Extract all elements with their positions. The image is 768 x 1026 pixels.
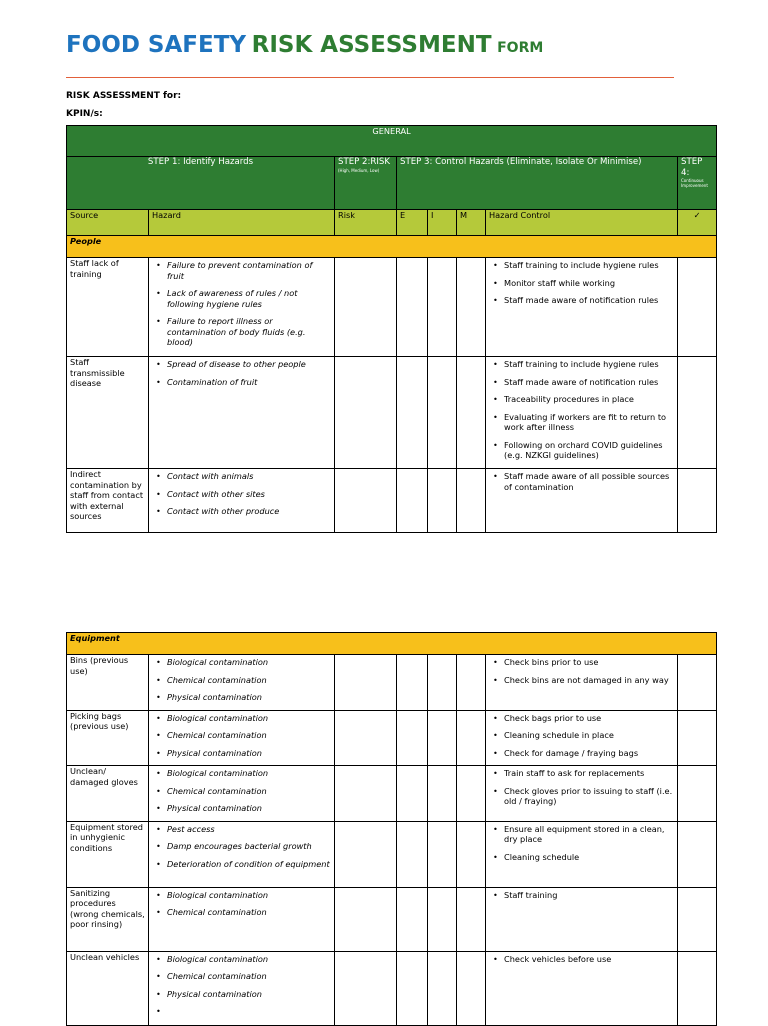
source-cell: Staff lack of training: [67, 258, 149, 357]
col-hazard-control: Hazard Control: [486, 210, 678, 236]
e-cell[interactable]: [397, 821, 428, 887]
hazard-item: • Biological contamination: [152, 768, 331, 779]
hazard-item: • Chemical contamination: [152, 971, 331, 982]
risk-assessment-for-label: RISK ASSESSMENT for:: [66, 91, 182, 101]
hazard-item: • Biological contamination: [152, 890, 331, 901]
table-row: [67, 655, 717, 711]
risk-cell[interactable]: [335, 258, 397, 357]
control-cell: [486, 766, 678, 822]
step2-label: STEP 2:RISK: [338, 157, 391, 167]
e-cell[interactable]: [397, 951, 428, 1025]
source-cell: Equipment stored in unhygienic conditions: [67, 821, 149, 887]
m-cell[interactable]: [457, 887, 486, 951]
table-row: [67, 887, 717, 951]
source-cell: Picking bags (previous use): [67, 710, 149, 766]
step1-header: STEP 1: Identify Hazards: [67, 157, 335, 210]
control-item: • Following on orchard COVID guidelines (e.g. NZKGI guidelines): [489, 440, 674, 461]
source-cell: Unclean/ damaged gloves: [67, 766, 149, 822]
i-cell[interactable]: [428, 655, 457, 711]
hazard-item: • Failure to prevent contamination of fruit: [152, 260, 331, 281]
step2-sub: (High, Medium, Low): [338, 167, 380, 173]
page-title: [66, 32, 543, 58]
risk-cell[interactable]: [335, 766, 397, 822]
table-row: [67, 710, 717, 766]
control-item: • Staff training to include hygiene rules: [489, 359, 674, 370]
control-item: • Staff training to include hygiene rules: [489, 260, 674, 271]
hazard-item: • Chemical contamination: [152, 907, 331, 918]
i-cell[interactable]: [428, 951, 457, 1025]
e-cell[interactable]: [397, 766, 428, 822]
control-cell: [486, 469, 678, 533]
general-header: GENERAL: [67, 126, 717, 157]
table-row: [67, 357, 717, 469]
risk-table-people: [66, 125, 717, 533]
hazard-item: • Chemical contamination: [152, 730, 331, 741]
m-cell[interactable]: [457, 655, 486, 711]
e-cell[interactable]: [397, 357, 428, 469]
hazard-cell: [149, 655, 335, 711]
control-cell: [486, 258, 678, 357]
source-cell: Indirect contamination by staff from contact with external sources: [67, 469, 149, 533]
col-i: I: [428, 210, 457, 236]
title-part-1: FOOD SAFETY: [66, 32, 247, 58]
control-item: • Check for damage / fraying bags: [489, 748, 674, 759]
risk-cell[interactable]: [335, 887, 397, 951]
i-cell[interactable]: [428, 357, 457, 469]
control-item: • Staff made aware of all possible sources of contamination: [489, 471, 674, 492]
source-cell: Bins (previous use): [67, 655, 149, 711]
m-cell[interactable]: [457, 357, 486, 469]
check-cell[interactable]: [678, 821, 717, 887]
hazard-item: • Pest access: [152, 824, 331, 835]
check-cell[interactable]: [678, 951, 717, 1025]
hazard-item: • Biological contamination: [152, 954, 331, 965]
check-cell[interactable]: [678, 258, 717, 357]
check-cell[interactable]: [678, 655, 717, 711]
hazard-item: • Biological contamination: [152, 713, 331, 724]
hazard-cell: [149, 766, 335, 822]
step3-header: STEP 3: Control Hazards (Eliminate, Isolate Or Minimise): [397, 157, 678, 210]
check-cell[interactable]: [678, 766, 717, 822]
col-e: E: [397, 210, 428, 236]
source-cell: Staff transmissible disease: [67, 357, 149, 469]
i-cell[interactable]: [428, 258, 457, 357]
hazard-item: • Physical contamination: [152, 692, 331, 703]
i-cell[interactable]: [428, 821, 457, 887]
control-cell: [486, 655, 678, 711]
control-item: • Traceability procedures in place: [489, 394, 674, 405]
control-item: • Cleaning schedule in place: [489, 730, 674, 741]
i-cell[interactable]: [428, 766, 457, 822]
control-item: • Check vehicles before use: [489, 954, 674, 965]
step2-header: [335, 157, 397, 210]
col-source: Source: [67, 210, 149, 236]
hazard-item: • Spread of disease to other people: [152, 359, 331, 370]
risk-cell[interactable]: [335, 655, 397, 711]
control-item: • Check gloves prior to issuing to staff (i.e. old / fraying): [489, 786, 674, 807]
risk-cell[interactable]: [335, 357, 397, 469]
title-divider: [66, 77, 674, 78]
control-cell: [486, 887, 678, 951]
table-row: [67, 258, 717, 357]
e-cell[interactable]: [397, 655, 428, 711]
step4-header: [678, 157, 717, 210]
hazard-item: • Physical contamination: [152, 748, 331, 759]
hazard-item: • Contact with animals: [152, 471, 331, 482]
control-item: • Evaluating if workers are fit to return to work after illness: [489, 412, 674, 433]
table-row: [67, 951, 717, 1025]
risk-cell[interactable]: [335, 710, 397, 766]
i-cell[interactable]: [428, 710, 457, 766]
risk-cell[interactable]: [335, 821, 397, 887]
hazard-cell: [149, 469, 335, 533]
hazard-item: • Damp encourages bacterial growth: [152, 841, 331, 852]
m-cell[interactable]: [457, 258, 486, 357]
hazard-item: • Biological contamination: [152, 657, 331, 668]
hazard-item: • Physical contamination: [152, 989, 331, 1000]
category-equipment: Equipment: [67, 633, 717, 655]
check-cell[interactable]: [678, 357, 717, 469]
m-cell[interactable]: [457, 710, 486, 766]
hazard-cell: [149, 821, 335, 887]
title-part-2: RISK ASSESSMENT: [251, 32, 492, 58]
hazard-cell: [149, 258, 335, 357]
i-cell[interactable]: [428, 887, 457, 951]
hazard-item: • Failure to report illness or contamination of body fluids (e.g. blood): [152, 316, 331, 348]
source-cell: Unclean vehicles: [67, 951, 149, 1025]
hazard-item: • Chemical contamination: [152, 675, 331, 686]
control-item: • Check bags prior to use: [489, 713, 674, 724]
m-cell[interactable]: [457, 469, 486, 533]
m-cell[interactable]: [457, 821, 486, 887]
risk-cell[interactable]: [335, 951, 397, 1025]
control-item: • Staff made aware of notification rules: [489, 295, 674, 306]
step4-sub: Continuous Improvement: [681, 178, 708, 188]
control-cell: [486, 357, 678, 469]
control-item: • Staff made aware of notification rules: [489, 377, 674, 388]
hazard-item: • Physical contamination: [152, 803, 331, 814]
source-cell: Sanitizing procedures (wrong chemicals, poor rinsing): [67, 887, 149, 951]
kpin-label: KPIN/s:: [66, 109, 103, 119]
control-item: • Check bins prior to use: [489, 657, 674, 668]
m-cell[interactable]: [457, 951, 486, 1025]
col-hazard: Hazard: [149, 210, 335, 236]
risk-cell[interactable]: [335, 469, 397, 533]
control-cell: [486, 710, 678, 766]
control-item: • Check bins are not damaged in any way: [489, 675, 674, 686]
hazard-cell: [149, 710, 335, 766]
hazard-cell: [149, 357, 335, 469]
hazard-item: • Contact with other produce: [152, 506, 331, 517]
table-row: [67, 469, 717, 533]
hazard-item: • Deterioration of condition of equipment: [152, 859, 331, 870]
e-cell[interactable]: [397, 887, 428, 951]
title-part-3: FORM: [497, 40, 544, 56]
check-cell[interactable]: [678, 887, 717, 951]
m-cell[interactable]: [457, 766, 486, 822]
e-cell[interactable]: [397, 258, 428, 357]
hazard-cell: [149, 887, 335, 951]
control-item: • Train staff to ask for replacements: [489, 768, 674, 779]
col-risk: Risk: [335, 210, 397, 236]
table-row: [67, 821, 717, 887]
check-cell[interactable]: [678, 469, 717, 533]
check-cell[interactable]: [678, 710, 717, 766]
hazard-item: • Contact with other sites: [152, 489, 331, 500]
control-cell: [486, 951, 678, 1025]
category-people: People: [67, 236, 717, 258]
control-item: • Cleaning schedule: [489, 852, 674, 863]
table-row: [67, 766, 717, 822]
control-item: • Staff training: [489, 890, 674, 901]
step4-label: STEP 4:: [681, 157, 703, 178]
hazard-item: • Chemical contamination: [152, 786, 331, 797]
col-m: M: [457, 210, 486, 236]
control-item: • Ensure all equipment stored in a clean, dry place: [489, 824, 674, 845]
e-cell[interactable]: [397, 469, 428, 533]
control-item: • Monitor staff while working: [489, 278, 674, 289]
control-cell: [486, 821, 678, 887]
i-cell[interactable]: [428, 469, 457, 533]
e-cell[interactable]: [397, 710, 428, 766]
risk-table-equipment: [66, 632, 717, 1026]
hazard-cell: [149, 951, 335, 1025]
hazard-item: • Lack of awareness of rules / not following hygiene rules: [152, 288, 331, 309]
hazard-item: • Contamination of fruit: [152, 377, 331, 388]
col-check: ✓: [678, 210, 717, 236]
